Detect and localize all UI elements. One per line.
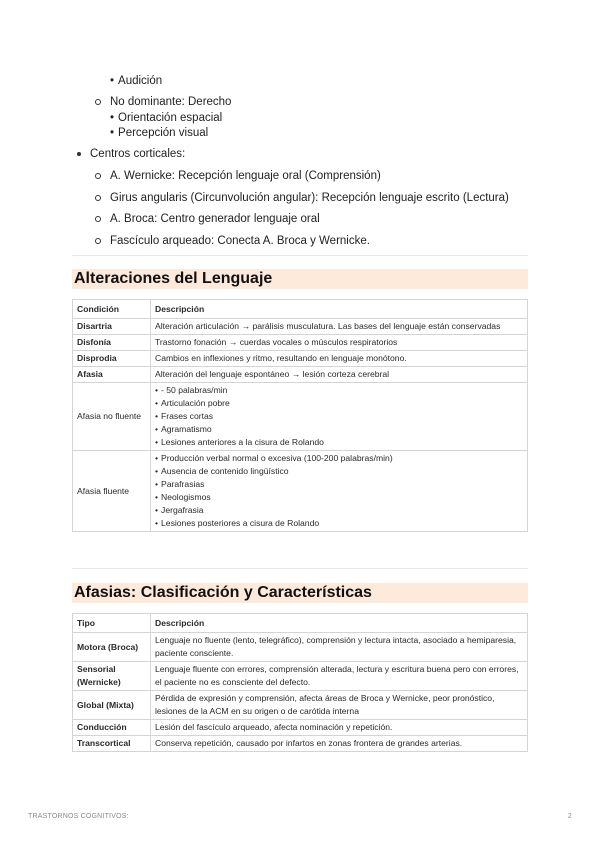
circle-bullet-icon <box>95 238 101 244</box>
circle-bullet-icon <box>95 99 101 105</box>
circle-bullet-icon <box>95 216 101 222</box>
list-item: No dominante: Derecho <box>110 96 232 108</box>
table-row <box>73 662 528 691</box>
list-item: • Lesiones anteriores a la cisura de Rolando <box>155 436 523 449</box>
table-row <box>73 736 528 752</box>
list-item: A. Wernicke: Recepción lenguaje oral (Comprensión) <box>110 170 381 182</box>
list-item: • - 50 palabras/min <box>155 384 523 397</box>
list-item: A. Broca: Centro generador lenguaje oral <box>110 213 320 225</box>
list-item: Centros corticales: <box>90 148 186 160</box>
list-item: • Articulación pobre <box>155 397 523 410</box>
table-row <box>73 335 528 351</box>
description-cell: Lenguaje no fluente (lento, telegráfico), comprensión y lectura intacta, asociado a hemiparesia, paciente consciente. <box>151 633 528 662</box>
list-item <box>110 74 162 88</box>
divider <box>72 255 528 256</box>
condition-cell: Afasia no fluente <box>73 383 151 451</box>
column-header: Descripción <box>151 614 528 633</box>
description-cell <box>151 383 528 451</box>
section-title-afasias: Afasias: Clasificación y Características <box>72 583 528 603</box>
list-item: • Jergafrasia <box>155 504 523 517</box>
section-title-alteraciones: Alteraciones del Lenguaje <box>72 269 528 289</box>
circle-bullet-icon <box>95 173 101 179</box>
description-cell: Conserva repetición, causado por infartos en zonas frontera de grandes arterias. <box>151 736 528 752</box>
table-row <box>73 451 528 532</box>
condition-cell: Disfonía <box>73 335 151 351</box>
table-row <box>73 351 528 367</box>
disc-bullet-icon <box>77 152 81 156</box>
table-row <box>73 720 528 736</box>
column-header: Condición <box>73 300 151 319</box>
condition-cell: Disartria <box>73 319 151 335</box>
divider <box>72 568 528 569</box>
list-item: Girus angularis (Circunvolución angular): Recepción lenguaje escrito (Lectura) <box>110 192 509 204</box>
table-row <box>73 691 528 720</box>
table-header-row <box>73 614 528 633</box>
type-cell: Sensorial (Wernicke) <box>73 662 151 691</box>
table-row <box>73 633 528 662</box>
list-item-text: Orientación espacial <box>118 112 223 124</box>
description-cell: Lenguaje fluente con errores, comprensión alterada, lectura y escritura buena pero con errores, el paciente no es consciente del defecto. <box>151 662 528 691</box>
condition-cell: Afasia fluente <box>73 451 151 532</box>
condition-cell: Afasia <box>73 367 151 383</box>
table-row <box>73 319 528 335</box>
list-item: • Ausencia de contenido lingüístico <box>155 465 523 478</box>
type-cell: Global (Mixta) <box>73 691 151 720</box>
table-row <box>73 367 528 383</box>
description-cell <box>151 451 528 532</box>
list-item: • Frases cortas <box>155 410 523 423</box>
list-item: • Lesiones posteriores a cisura de Rolando <box>155 517 523 530</box>
list-item-text: Audición <box>118 75 163 87</box>
type-cell: Motora (Broca) <box>73 633 151 662</box>
table-row <box>73 383 528 451</box>
description-cell: Trastorno fonación → cuerdas vocales o músculos respiratorios <box>151 335 528 351</box>
list-item: • Neologismos <box>155 491 523 504</box>
alteraciones-table <box>72 299 528 532</box>
list-item: • Agramatismo <box>155 423 523 436</box>
list-item: • Producción verbal normal o excesiva (100-200 palabras/min) <box>155 452 523 465</box>
page-number: 2 <box>567 813 572 820</box>
condition-cell: Disprodia <box>73 351 151 367</box>
list-item <box>110 111 222 125</box>
description-cell: Lesión del fascículo arqueado, afecta nominación y repetición. <box>151 720 528 736</box>
list-item: • Parafrasias <box>155 478 523 491</box>
type-cell: Conducción <box>73 720 151 736</box>
column-header: Tipo <box>73 614 151 633</box>
footer-title: TRASTORNOS COGNITIVOS: <box>28 813 129 820</box>
list-item <box>110 126 208 140</box>
list-item-text: Percepción visual <box>118 127 209 139</box>
afasias-table <box>72 613 528 752</box>
description-cell: Pérdida de expresión y comprensión, afecta áreas de Broca y Wernicke, peor pronóstico, lesiones de la ACM en su origen o de carótida interna <box>151 691 528 720</box>
table-header-row <box>73 300 528 319</box>
description-cell: Cambios en inflexiones y ritmo, resultando en lenguaje monótono. <box>151 351 528 367</box>
description-cell: Alteración del lenguaje espontáneo → lesión corteza cerebral <box>151 367 528 383</box>
list-item: Fascículo arqueado: Conecta A. Broca y Wernicke. <box>110 235 370 247</box>
description-cell: Alteración articulación → parálisis musculatura. Las bases del lenguaje están conservadas <box>151 319 528 335</box>
circle-bullet-icon <box>95 195 101 201</box>
column-header: Descripción <box>151 300 528 319</box>
type-cell: Transcortical <box>73 736 151 752</box>
